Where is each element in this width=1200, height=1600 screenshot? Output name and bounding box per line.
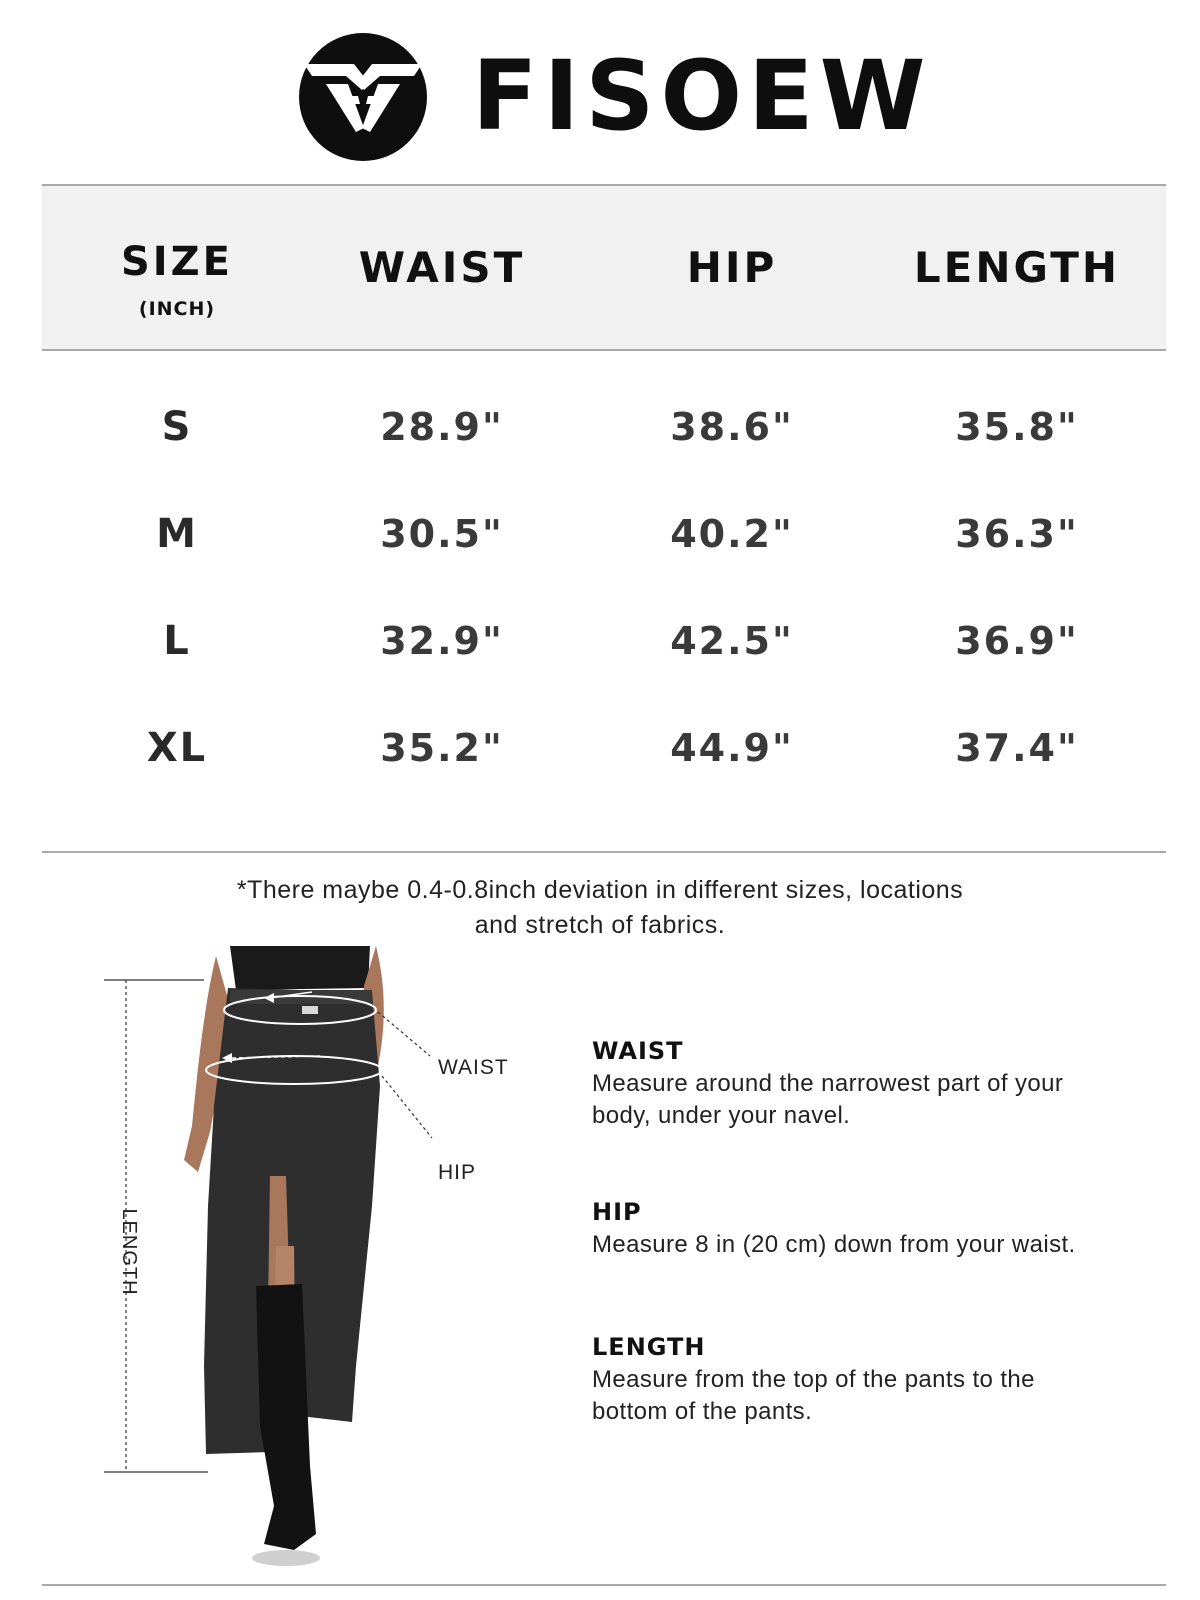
- cell-waist: 28.9": [380, 405, 504, 449]
- cell-size: L: [163, 618, 191, 664]
- cell-length: 35.8": [955, 405, 1079, 449]
- note-line-1: *There maybe 0.4-0.8inch deviation in different sizes, locations: [236, 876, 964, 904]
- brand-logo: [0, 28, 1200, 160]
- size-table-body: [42, 351, 1166, 853]
- waist-guide-text-1: Measure around the narrowest part of your: [592, 1070, 1064, 1097]
- length-guide: [592, 1332, 1152, 1428]
- length-label: LENGTH: [118, 1208, 140, 1296]
- hip-guide: [592, 1197, 1152, 1261]
- cell-hip: 42.5": [670, 619, 794, 663]
- header-length: LENGTH: [913, 243, 1121, 292]
- length-guide-text-2: bottom of the pants.: [592, 1398, 813, 1425]
- cell-waist: 32.9": [380, 619, 504, 663]
- table-row: [42, 718, 1166, 778]
- cell-length: 36.9": [955, 619, 1079, 663]
- header-unit: (INCH): [138, 298, 216, 320]
- hip-guide-title: HIP: [592, 1198, 642, 1226]
- length-guide-text-1: Measure from the top of the pants to the: [592, 1366, 1035, 1393]
- waist-guide-title: WAIST: [592, 1037, 684, 1065]
- table-row: [42, 611, 1166, 671]
- hip-label: HIP: [438, 1161, 477, 1184]
- header-waist: WAIST: [358, 243, 526, 292]
- bottom-divider: [42, 1584, 1166, 1586]
- deviation-note: [150, 873, 1050, 943]
- note-line-2: and stretch of fabrics.: [474, 911, 726, 939]
- cell-hip: 44.9": [670, 726, 794, 770]
- waist-guide: [592, 1036, 1152, 1132]
- brand-name: FISOEW: [472, 40, 932, 152]
- cell-hip: 40.2": [670, 512, 794, 556]
- cell-length: 37.4": [955, 726, 1079, 770]
- cell-size: M: [156, 511, 198, 557]
- header-size: SIZE: [120, 239, 234, 285]
- waist-guide-text-2: body, under your navel.: [592, 1102, 851, 1129]
- header-hip: HIP: [686, 243, 778, 292]
- hip-guide-text: Measure 8 in (20 cm) down from your waist.: [592, 1231, 1076, 1258]
- cell-size: XL: [146, 725, 208, 771]
- cell-waist: 35.2": [380, 726, 504, 770]
- cell-hip: 38.6": [670, 405, 794, 449]
- waist-label: WAIST: [438, 1056, 509, 1079]
- table-row: [42, 397, 1166, 457]
- size-table-header: [42, 184, 1166, 351]
- length-guide-title: LENGTH: [592, 1333, 706, 1361]
- cell-waist: 30.5": [380, 512, 504, 556]
- fisoew-logo-icon: [298, 32, 428, 162]
- cell-size: S: [161, 404, 193, 450]
- table-row: [42, 504, 1166, 564]
- cell-length: 36.3": [955, 512, 1079, 556]
- skirt-model-illustration: [80, 946, 560, 1576]
